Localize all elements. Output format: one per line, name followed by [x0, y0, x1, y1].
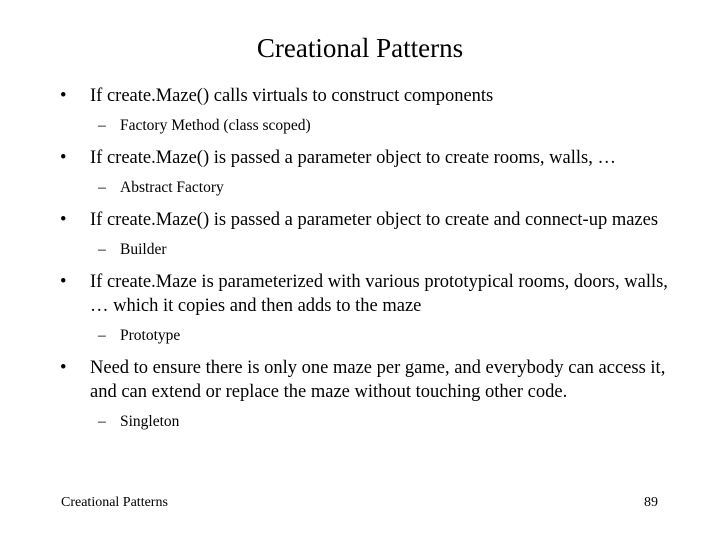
slide-title: Creational Patterns	[256, 33, 464, 63]
sub-bullet-item	[98, 412, 678, 432]
bullet-group-builder	[58, 208, 678, 260]
bullet-marker: •	[60, 358, 67, 378]
bullet-item	[58, 208, 678, 232]
bullet-item	[58, 84, 678, 108]
bullet-group-factory-method	[58, 84, 678, 136]
bullet-item	[58, 270, 678, 318]
slide-content	[58, 84, 678, 442]
sub-bullet-marker: –	[98, 117, 106, 134]
bullet-marker: •	[60, 148, 67, 168]
sub-bullet-text: Abstract Factory	[120, 179, 224, 196]
bullet-text: If create.Maze() is passed a parameter object to create and connect-up mazes	[90, 210, 659, 230]
bullet-marker: •	[60, 272, 67, 292]
page-number: 89	[644, 495, 658, 510]
bullet-marker: •	[60, 86, 67, 106]
sub-bullet-item	[98, 240, 678, 260]
bullet-marker: •	[60, 210, 67, 230]
sub-bullet-item	[98, 178, 678, 198]
sub-bullet-text: Factory Method (class scoped)	[120, 117, 311, 134]
sub-bullet-item	[98, 326, 678, 346]
bullet-text: If create.Maze() is passed a parameter object to create rooms, walls, …	[90, 148, 616, 168]
bullet-group-singleton	[58, 356, 678, 432]
bullet-text: If create.Maze is parameterized with various prototypical rooms, doors, walls, … which it copies and then adds to the maze	[90, 272, 668, 316]
sub-bullet-marker: –	[98, 413, 106, 430]
bullet-item	[58, 146, 678, 170]
bullet-text: If create.Maze() calls virtuals to construct components	[90, 86, 494, 106]
sub-bullet-text: Prototype	[120, 327, 181, 344]
footer-title: Creational Patterns	[61, 495, 168, 510]
bullet-text: Need to ensure there is only one maze per game, and everybody can access it, and can extend or replace the maze without touching other code.	[90, 358, 666, 402]
sub-bullet-marker: –	[98, 327, 106, 344]
sub-bullet-text: Singleton	[120, 413, 180, 430]
bullet-group-prototype	[58, 270, 678, 346]
sub-bullet-item	[98, 116, 678, 136]
sub-bullet-text: Builder	[120, 241, 167, 258]
bullet-group-abstract-factory	[58, 146, 678, 198]
sub-bullet-marker: –	[98, 179, 106, 196]
bullet-item	[58, 356, 678, 404]
sub-bullet-marker: –	[98, 241, 106, 258]
